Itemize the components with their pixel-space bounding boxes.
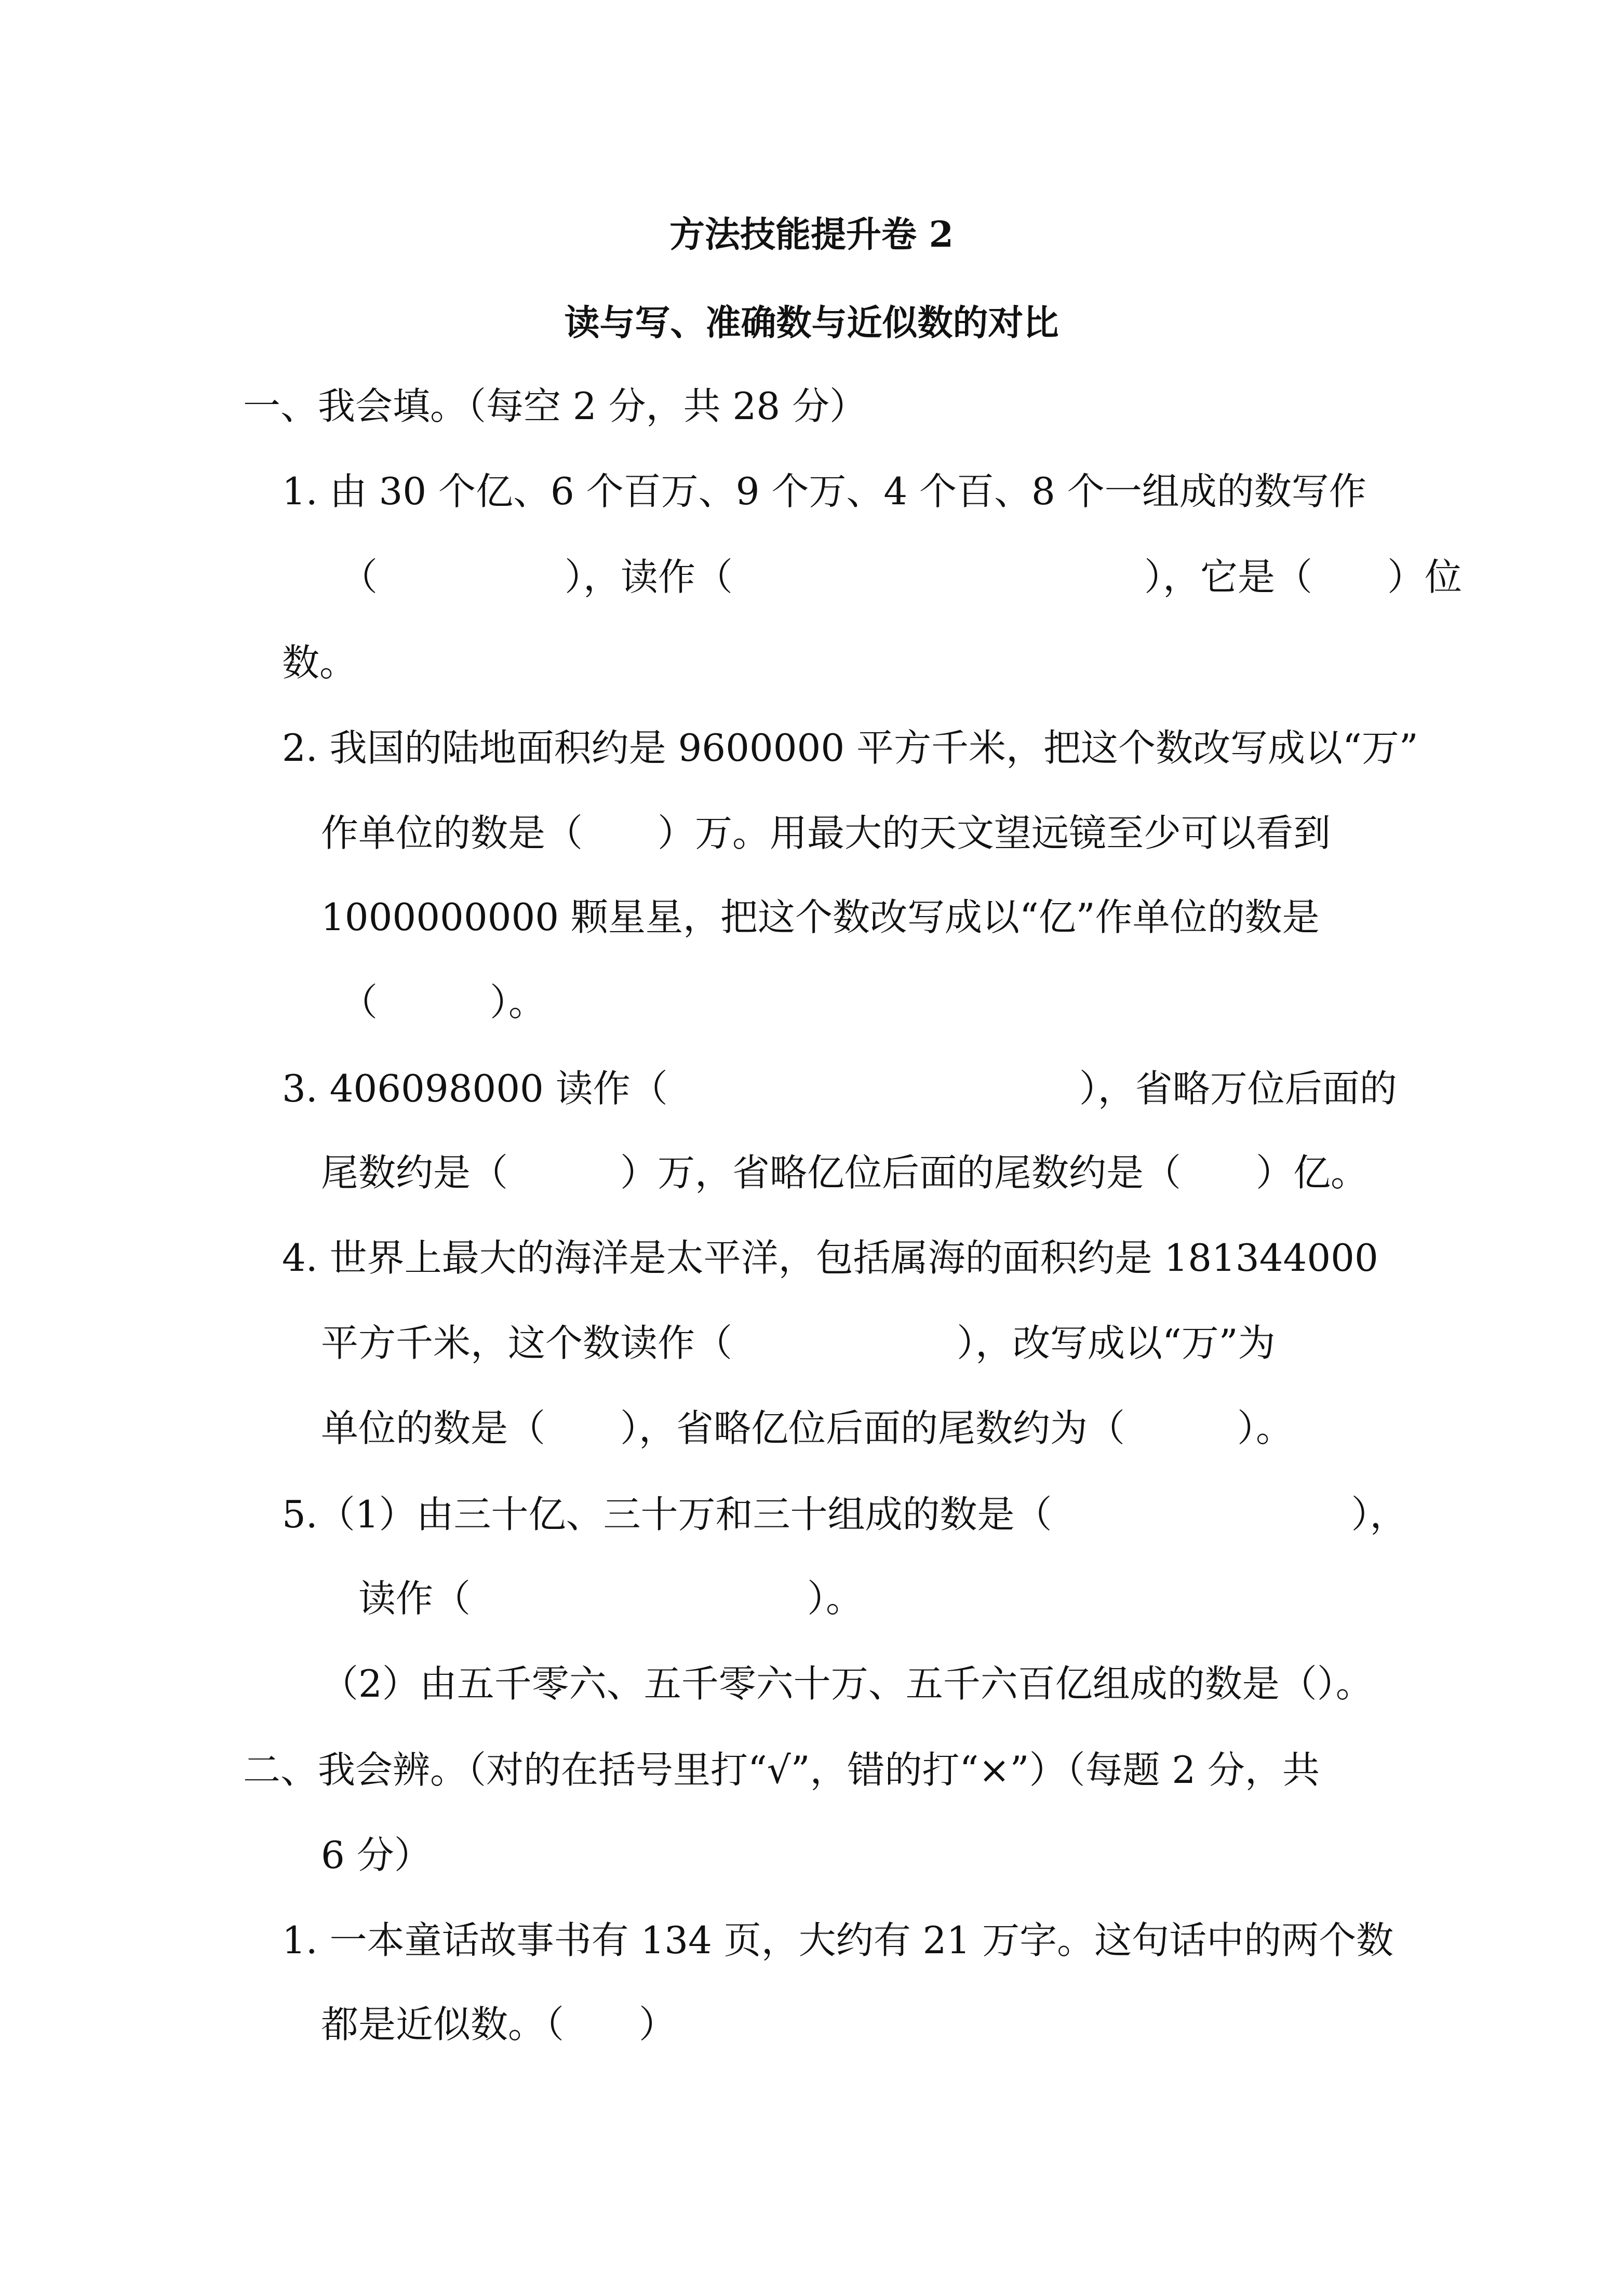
question-1-line-1: 1. 由 30 个亿、6 个百万、9 个万、4 个百、8 个一组成的数写作 [282,469,1366,513]
page-subtitle: 读与写、准确数与近似数的对比 [564,302,1059,344]
page-title: 方法技能提升卷 2 [669,214,954,256]
question-3-line-1: 3. 406098000 读作（ ），省略万位后面的 [282,1067,1397,1110]
judge-question-1-line-2: 都是近似数。（ ） [321,2003,677,2046]
question-2-line-1: 2. 我国的陆地面积约是 9600000 平方千米，把这个数改写成以“万” [282,726,1418,770]
question-5-line-1: 5.（1）由三十亿、三十万和三十组成的数是（ ）， [282,1493,1407,1536]
question-5-line-2: 读作（ ）。 [358,1577,864,1620]
question-2-line-2: 作单位的数是（ ）万。用最大的天文望远镜至少可以看到 [321,811,1331,855]
section-2-heading: 二、我会辨。（对的在括号里打“√”，错的打“×”）（每题 2 分，共 [243,1748,1320,1792]
question-2-line-4: （ ）。 [340,981,546,1024]
question-4-line-2: 平方千米，这个数读作（ ），改写成以“万”为 [321,1321,1276,1365]
question-1-line-2: （ ），读作（ ），它是（ ）位 [340,555,1463,599]
question-1-line-3: 数。 [282,641,357,684]
question-4-line-3: 单位的数是（ ），省略亿位后面的尾数约为（ ）。 [321,1406,1294,1450]
section-2-heading-cont: 6 分） [321,1833,432,1877]
question-5-line-3: （2）由五千零六、五千零六十万、五千六百亿组成的数是（）。 [321,1662,1373,1706]
question-3-line-2: 尾数约是（ ）万，省略亿位后面的尾数约是（ ）亿。 [321,1151,1369,1194]
section-1-heading: 一、我会填。（每空 2 分，共 28 分） [243,384,867,428]
judge-question-1-line-1: 1. 一本童话故事书有 134 页，大约有 21 万字。这句话中的两个数 [282,1918,1394,1962]
question-2-line-3: 1000000000 颗星星，把这个数改写成以“亿”作单位的数是 [321,895,1320,939]
question-4-line-1: 4. 世界上最大的海洋是太平洋，包括属海的面积约是 181344000 [282,1236,1378,1280]
